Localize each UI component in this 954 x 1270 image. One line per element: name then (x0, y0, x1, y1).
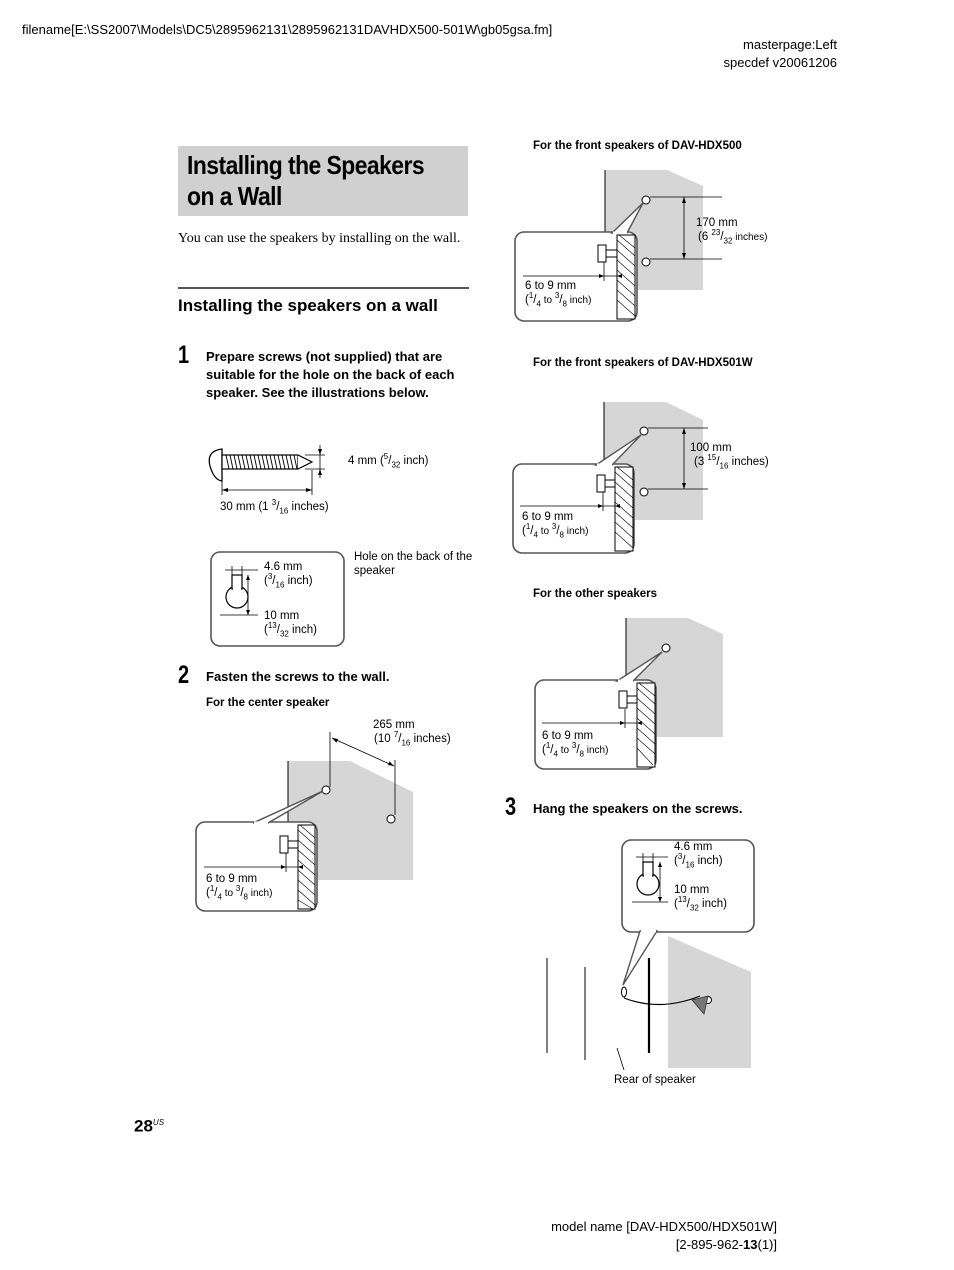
other-gap-inch: ($^1/_4$ to $^3/_8$ inch) (542, 741, 609, 759)
hdx501w-gap-inch: ($^1/_4$ to $^3/_8$ inch) (522, 522, 589, 540)
section-heading: Installing the speakers on a wall (178, 296, 438, 315)
page-title: Installing the Speakers on a Wall (187, 150, 425, 211)
step-2-text: Fasten the screws to the wall. (206, 669, 390, 684)
hang-hole-depth-inch: ($^{13}/_{32}$ inch) (674, 895, 727, 913)
filename-header: filename[E:\SS2007\Models\DC5\2895962131\2895962131DAVHDX500-501W\gb05gsa.fm] (22, 22, 553, 37)
intro-text: You can use the speakers by installing on the wall. (178, 231, 461, 246)
hang-hole-width-inch: ($^3/_{16}$ inch) (674, 852, 723, 870)
step-3-number: 3 (505, 793, 517, 821)
hdx501w-spacing-inch: (3 $^{15}/_{16}$ inches) (694, 453, 769, 471)
footer-code: [2-895-962-13(1)] (675, 1237, 777, 1252)
center-spacing-mm: 265 mm (373, 719, 415, 731)
center-gap-mm: 6 to 9 mm (206, 873, 258, 885)
hole-width-mm: 4.6 mm (264, 561, 303, 573)
other-gap-mm: 6 to 9 mm (542, 730, 594, 742)
screw-length-label: 30 mm (1 $^3/_{16}$ inches) (220, 498, 329, 516)
hdx500-spacing-inch: (6 $^{23}/_{32}$ inches) (698, 228, 768, 246)
hole-width-inch: ($^3/_{16}$ inch) (264, 572, 313, 590)
hole-note: Hole on the back of the speaker (354, 551, 473, 577)
hdx501w-spacing-mm: 100 mm (690, 442, 732, 454)
page-number: $28^{US}$ (134, 1116, 165, 1136)
footer (500, 1218, 777, 1254)
hdx500-spacing-mm: 170 mm (696, 217, 738, 229)
hdx500-gap-mm: 6 to 9 mm (525, 280, 577, 292)
step-1-number: 1 (178, 341, 190, 369)
masterpage-header: masterpage:Left (743, 37, 837, 52)
screw-diameter-label: 4 mm ($^5/_{32}$ inch) (348, 452, 429, 470)
step-2-number: 2 (178, 661, 190, 689)
front-hdx501w-caption: For the front speakers of DAV-HDX501W (533, 357, 753, 369)
hdx501w-gap-mm: 6 to 9 mm (522, 511, 574, 523)
hdx500-gap-inch: ($^1/_4$ to $^3/_8$ inch) (525, 291, 592, 309)
step-3-text: Hang the speakers on the screws. (533, 801, 743, 816)
center-spacing-inch: (10 $^7/_{16}$ inches) (374, 730, 451, 748)
hole-depth-inch: ($^{13}/_{32}$ inch) (264, 621, 317, 639)
footer-model-name: model name [DAV-HDX500/HDX501W] (551, 1219, 777, 1234)
front-hdx500-caption: For the front speakers of DAV-HDX500 (533, 140, 742, 152)
hang-hole-width-mm: 4.6 mm (674, 841, 713, 853)
center-gap-inch: ($^1/_4$ to $^3/_8$ inch) (206, 884, 273, 902)
hang-hole-depth-mm: 10 mm (674, 884, 710, 896)
other-speakers-caption: For the other speakers (533, 588, 657, 600)
specdef-header: specdef v20061206 (723, 55, 837, 70)
rear-of-speaker-label: Rear of speaker (614, 1074, 696, 1086)
step-1-text: Prepare screws (not supplied) that are suitable for the hole on the back of each speaker. See the illustrations below. (206, 349, 455, 400)
hole-depth-mm: 10 mm (264, 610, 300, 622)
center-speaker-caption: For the center speaker (206, 697, 330, 709)
